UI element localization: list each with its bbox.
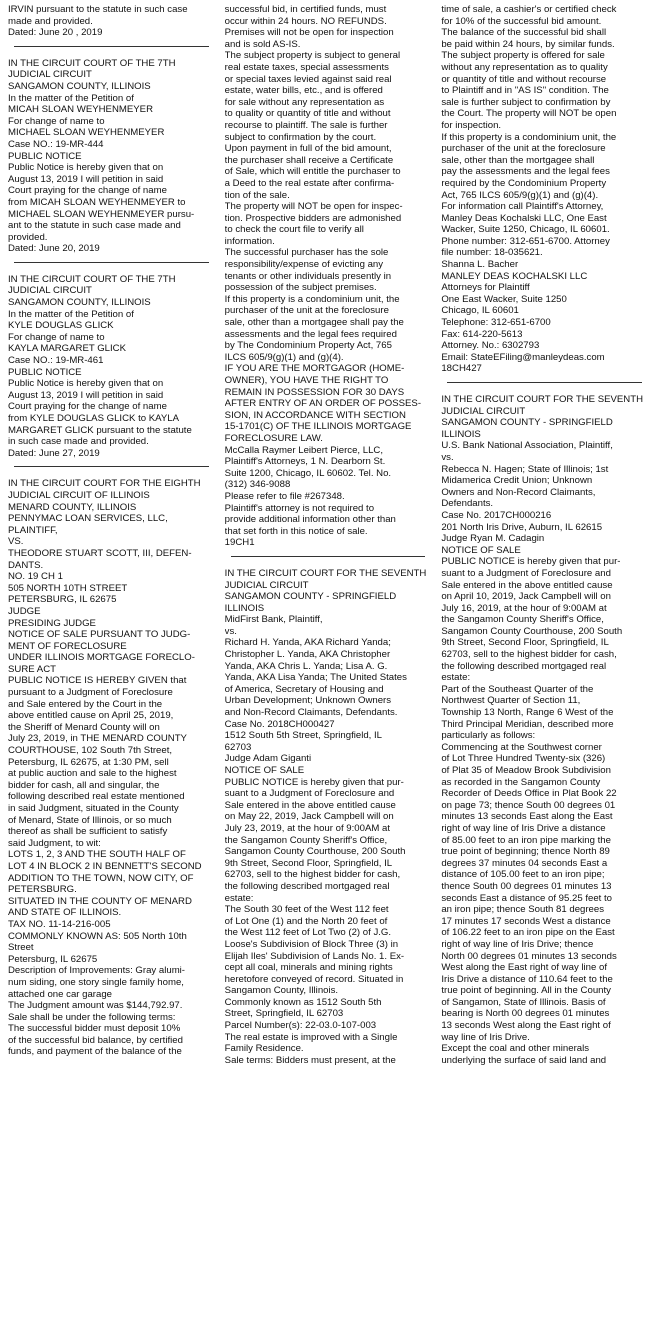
notice-text-line: TAX NO. 11-14-216-005 [8,918,111,930]
notice-text-line: the Sangamon County Sheriff's Office, [441,614,604,626]
notice-text-line: Richard H. Yanda, AKA Richard Yanda; [224,637,391,649]
notice-text-line: Family Residence. [224,1043,304,1055]
notice-text-line: NOTICE OF SALE [441,544,521,556]
notice-text-line: MENARD COUNTY, ILLINOIS [8,501,137,513]
notice-text-line: Part of the Southeast Quarter of the [441,683,594,695]
notice-text-line: PETERSBURG. [8,884,77,896]
notice-text-line: The balance of the successful bid shall [441,27,607,39]
notice-text-line: the purchaser shall receive a Certificate [224,154,394,166]
notice-text-line: Except the coal and other minerals [441,1043,590,1055]
notice-text-line: file number: 18-035621. [441,247,543,259]
notice-text-line: on April 10, 2019, Jack Campbell will on [441,591,611,603]
notice-text-line: Yanda, AKA Chris L. Yanda; Lisa A. G. [224,660,388,672]
notice-text-line: JUDICIAL CIRCUIT [8,69,92,81]
notice-text-line: of Menard, State of Illinois, or so much [8,814,172,826]
notice-text-line: PRESIDING JUDGE [8,617,96,629]
notice-text-line: assessments and the legal fees required [224,328,397,340]
notice-text-line: IN THE CIRCUIT COURT OF THE 7TH [8,57,176,69]
notice-text-line: 1512 South 5th Street, Springfield, IL [224,730,383,742]
notice-text-line: Sale entered in the above entitled cause [441,579,613,591]
legal-notice [8,58,215,255]
notice-text-line: Dated: June 27, 2019 [8,447,100,459]
notice-text-line: on May 22, 2019, Jack Campbell will on [224,811,394,823]
notice-text-line: Court praying for the change of name [8,401,167,413]
notice-text-line: 19CH1 [224,537,255,549]
notice-text-line: of Plat 35 of Meadow Brook Subdivision [441,765,611,776]
notice-text-line: Public Notice is hereby given that on [8,162,164,174]
notice-text-line: (312) 346-9088 [224,479,291,491]
column-2 [225,4,432,1334]
notice-text-line: Rebecca N. Hagen; State of Illinois; 1st [441,463,609,475]
notice-text-line: PUBLIC NOTICE [8,150,82,162]
notice-text-line: McCalla Raymer Leibert Pierce, LLC, [224,444,384,456]
notice-text-line: Phone number: 312-651-6700. Attorney [441,235,610,247]
notice-text-line: U.S. Bank National Association, Plaintiff, [441,440,613,452]
newspaper-legal-notices-page [8,4,648,1334]
notice-text-line: Case NO.: 19-MR-461 [8,355,104,367]
notice-text-line: Petersburg, IL 62675 [8,953,98,965]
notice-text-line: Street, Springfield, IL 62703 [224,1008,344,1020]
notice-text-line: for 10% of the successful bid amount. [441,15,602,27]
notice-text-line: estate: [224,892,254,904]
notice-text-line: Defendants. [441,498,494,510]
notice-text-line: pay the assessments and the legal fees [441,166,610,178]
notice-text-line: Township 13 North, Range 6 West of the [441,707,614,719]
notice-text-line: to check the court file to verify all [224,224,364,236]
notice-text-line: Christopher L. Yanda, AKA Christopher [224,649,391,661]
notice-text-line: LOT 4 IN BLOCK 2 IN BENNETT'S SECOND [8,860,202,872]
notice-text-line: possession of the subject premises. [224,282,377,294]
notice-text-line: For change of name to [8,115,105,127]
notice-text-line: the Sangamon County Sheriff's Office, [224,834,388,846]
notice-text-line: Public Notice is hereby given that on [8,378,164,390]
notice-text-line: Sale entered in the above entitled cause [224,799,396,811]
notice-text-line: ILCS 605/9(g)(1) and (g)(4). [224,351,344,363]
notice-text-line: VS. [8,536,24,548]
notice-text-line: Act, 765 ILCS 605/9(g)(1) and (g)(4). [441,189,599,201]
notice-text-line: Email: StateEFiling@manleydeas.com [441,351,605,363]
notice-text-line: 62703, sell to the highest bidder for cash, [441,649,617,661]
notice-text-line: tion of the sale. [224,189,290,201]
notice-text-line: pursuant to a Judgment of Foreclosure [8,687,173,699]
column-1 [8,4,215,1334]
notice-text-line: 17 minutes 17 seconds West a distance [441,915,611,927]
notice-text-line: 13 seconds West along the East right of [441,1020,611,1032]
notice-text-line: COMMONLY KNOWN AS: 505 North 10th [8,930,187,942]
notice-text-line: West along the East right of way line of [441,962,608,974]
notice-text-line: IRVIN pursuant to the statute in such case [8,4,188,15]
notice-text-line: a Deed to the real estate after confirma- [224,177,395,189]
notice-text-line: 15-1701(C) OF THE ILLINOIS MORTGAGE [224,421,412,433]
notice-text-line: Petersburg, IL 62675, at 1:30 PM, sell [8,756,169,768]
notice-text-line: the following described mortgaged real [224,880,390,892]
notice-text-line: July 23, 2019, at the hour of 9:00AM at [224,822,391,834]
notice-text-line: occur within 24 hours. NO REFUNDS. [224,15,387,27]
notice-text-line: Case No. 2018CH000427 [224,718,335,730]
notice-text-line: recourse to plaintiff. The sale is further [224,119,388,131]
notice-text-line: of Sale, which will entitle the purchaser to [224,166,401,178]
notice-text-line: Dated: June 20 , 2019 [8,27,103,39]
notice-text-line: August 13, 2019 I will petition in said [8,389,164,401]
column-3 [441,4,648,1334]
notice-text-line: suant to a Judgment of Foreclosure and [224,788,395,800]
notice-text-line: SITUATED IN THE COUNTY OF MENARD [8,895,192,907]
notice-text-line: Street [8,942,34,954]
notice-text-line: way line of Iris Drive. [441,1031,530,1043]
notice-text-line: NO. 19 CH 1 [8,571,63,583]
legal-notice [8,274,215,460]
notice-text-line: be paid within 24 hours, by similar funds. [441,38,615,50]
notice-text-line: In the matter of the Petition of [8,308,134,320]
notice-text-line: Sangamon County Courthouse, 200 South [441,625,623,637]
notice-text-line: to Plaintiff and in "AS IS" condition. The [441,85,609,97]
notice-text-line: COURTHOUSE, 102 South 7th Street, [8,745,173,757]
notice-text-line: underlying the surface of said land and [441,1054,607,1066]
notice-text-line: purchaser of the unit at the foreclosure [224,305,389,317]
notice-text-line: In the matter of the Petition of [8,92,134,104]
notice-text-line: One East Wacker, Suite 1250 [441,293,567,305]
notice-text-line: SANGAMON COUNTY, ILLINOIS [8,297,151,309]
notice-text-line: JUDICIAL CIRCUIT [441,405,526,417]
notice-text-line: in such case made and provided. [8,436,149,448]
notice-text-line: REMAIN IN POSSESSION FOR 30 DAYS [224,386,405,398]
notice-text-line: Attorney. No.: 6302793 [441,340,540,352]
notice-text-line: North 00 degrees 01 minutes 13 seconds [441,950,617,962]
notice-text-line: degrees 37 minutes 04 seconds East a [441,857,608,869]
notice-text-line: tenants or other individuals presently in [224,270,392,282]
notice-text-line: Chicago, IL 60601 [441,305,519,317]
notice-text-line: Plaintiff's Attorneys, 1 N. Dearborn St. [224,456,386,468]
notice-text-line: of 106.22 feet to an iron pipe on the East [441,927,615,939]
notice-text-line: The Judgment amount was $144,792.97. [8,1000,183,1012]
notice-text-line: Judge Ryan M. Cadagin [441,533,545,545]
notice-text-line: Suite 1200, Chicago, IL 60602. Tel. No. [224,467,392,479]
notice-text-line: The successful bidder must deposit 10% [8,1023,181,1035]
notice-text-line: MARGARET GLICK pursuant to the statute [8,424,192,436]
notice-text-line: JUDICIAL CIRCUIT OF ILLINOIS [8,489,150,501]
notice-text-line: JUDICIAL CIRCUIT [8,285,92,297]
notice-text-line: funds, and payment of the balance of the [8,1046,182,1058]
notice-text-line: PUBLIC NOTICE is hereby given that pur- [441,556,621,568]
notice-text-line: Sangamon County, Illinois. [224,985,339,997]
notice-text-line: Please refer to file #267348. [224,490,345,502]
legal-notice [8,4,215,39]
notice-text-line: THEODORE STUART SCOTT, III, DEFEN- [8,547,192,559]
notice-text-line: Case NO.: 19-MR-444 [8,138,104,150]
notice-text-line: JUDICIAL CIRCUIT [224,579,309,591]
notice-text-line: 62703 [224,741,252,753]
notice-text-line: Description of Improvements: Gray alumi- [8,965,186,977]
notice-text-line: right of way line of Iris Drive a distance [441,822,606,834]
notice-text-line: in said Judgment, situated in the County [8,803,179,814]
notice-text-line: on page 73; thence South 00 degrees 01 [441,799,616,811]
notice-text-line: 18CH427 [441,363,482,375]
notice-text-line: Loose's Subdivision of Block Three (3) in [224,938,399,950]
notice-text-line: The South 30 feet of the West 112 feet [224,904,389,916]
notice-text-line: information. [224,235,275,247]
notice-text-line: vs. [441,451,454,463]
notice-text-line: heretofore conveyed of record. Situated in [224,973,404,985]
notice-text-line: Wacker, Suite 1250, Chicago, IL 60601. [441,224,610,236]
notice-text-line: July 16, 2019, at the hour of 9:00AM at [441,602,607,614]
notice-text-line: sale is further subject to confirmation by [441,96,611,108]
notice-text-line: from KYLE DOUGLAS GLICK to KAYLA [8,413,179,424]
notice-divider [14,46,209,47]
notice-text-line: made and provided. [8,15,93,27]
notice-text-line: from MICAH SLOAN WEYHENMEYER to [8,196,186,208]
notice-text-line: the following described mortgaged real [441,660,607,672]
notice-text-line: PUBLIC NOTICE [8,366,82,378]
notice-text-line: particularly as follows: [441,730,536,742]
notice-text-line: distance of 105.00 feet to an iron pipe; [441,869,605,881]
notice-text-line: Northwest Quarter of Section 11, [441,695,581,707]
notice-text-line: purchaser of the unit at the foreclosure [441,143,606,155]
notice-text-line: thence South 00 degrees 01 minutes 13 [441,880,612,892]
notice-text-line: Plaintiff's attorney is not required to [224,502,375,514]
notice-text-line: 201 North Iris Drive, Auburn, IL 62615 [441,521,603,533]
notice-text-line: the West 112 feet of Lot Two (2) of J.G. [224,927,392,939]
notice-text-line: sale, other than a mortgagee shall pay the [224,317,404,329]
notice-text-line: 505 NORTH 10TH STREET [8,582,128,594]
notice-text-line: NOTICE OF SALE [224,765,305,776]
notice-text-line: without any representation as to quality [441,61,608,73]
notice-text-line: The subject property is offered for sale [441,50,605,62]
notice-text-line: UNDER ILLINOIS MORTGAGE FORECLO- [8,652,195,664]
notice-text-line: to quality or quantity of title and without [224,108,391,120]
notice-text-line: FORECLOSURE LAW. [224,432,323,444]
notice-text-line: ADDITION TO THE TOWN, NOW CITY, OF [8,872,194,884]
notice-text-line: MICHAEL SLOAN WEYHENMEYER pursu- [8,208,195,220]
notice-text-line: true point of beginning; thence North 89 [441,846,610,858]
notice-text-line: If this property is a condominium unit, the [441,131,617,143]
notice-text-line: Fax: 614-220-5613 [441,328,523,340]
notice-text-line: PETERSBURG, IL 62675 [8,594,117,606]
notice-text-line: Manley Deas Kochalski LLC, One East [441,212,607,224]
notice-text-line: MENT OF FORECLOSURE [8,640,127,652]
notice-text-line: KYLE DOUGLAS GLICK [8,320,114,332]
notice-text-line: said Judgment, to wit: [8,837,101,849]
notice-text-line: tion. Prospective bidders are admonished [224,212,402,224]
notice-text-line: Court praying for the change of name [8,185,167,197]
notice-text-line: Shanna L. Bacher [441,259,519,271]
notice-text-line: estate: [441,672,471,684]
notice-text-line: num siding, one story single family home, [8,976,184,988]
notice-divider [447,382,642,383]
notice-text-line: AND STATE OF ILLINOIS. [8,907,122,919]
notice-text-line: PLAINTIFF, [8,524,58,536]
notice-text-line: If this property is a condominium unit, the [224,293,400,305]
notice-text-line: Upon payment in full of the bid amount, [224,143,392,155]
notice-text-line: thereof as shall be sufficient to satisfy [8,826,168,838]
notice-text-line: OWNER), YOU HAVE THE RIGHT TO [224,375,389,386]
notice-text-line: IN THE CIRCUIT COURT OF THE 7TH [8,273,176,285]
notice-text-line: Attorneys for Plaintiff [441,282,530,294]
notice-text-line: cept all coal, minerals and mining rights [224,962,393,974]
notice-text-line: subject to confirmation by the court. [224,131,377,143]
notice-text-line: at public auction and sale to the highest [8,768,177,780]
notice-text-line: or quantity of title and without recourse [441,73,607,85]
notice-text-line: sale, other than the mortgagee shall [441,154,595,166]
notice-text-line: Midamerica Credit Union; Unknown [441,475,593,487]
notice-text-line: right of way line of Iris Drive; thence [441,938,594,950]
notice-text-line: PUBLIC NOTICE IS HEREBY GIVEN that [8,675,187,687]
notice-text-line: by The Condominium Property Act, 765 [224,340,392,352]
notice-text-line: Sale terms: Bidders must present, at the [224,1054,396,1066]
notice-text-line: Owners and Non-Record Claimants, [441,486,596,498]
notice-text-line: following described real estate mentioned [8,791,185,803]
notice-text-line: July 23, 2019, in THE MENARD COUNTY [8,733,187,745]
notice-text-line: and is sold AS-IS. [224,38,301,50]
notice-divider [231,556,426,557]
notice-text-line: of Lot One (1) and the North 20 feet of [224,915,388,927]
notice-text-line: provide additional information other than [224,514,396,526]
notice-text-line: the Sheriff of Menard County will on [8,721,160,733]
notice-text-line: The real estate is improved with a Single [224,1031,398,1043]
notice-text-line: Dated: June 20, 2019 [8,243,100,255]
notice-text-line: time of sale, a cashier's or certified check [441,4,617,15]
legal-notice [441,4,648,375]
notice-text-line: DANTS. [8,559,44,571]
legal-notice [225,4,432,549]
notice-text-line: SION, IN ACCORDANCE WITH SECTION [224,409,406,421]
notice-text-line: real estate taxes, special assessments [224,61,389,73]
notice-text-line: JUDGE [8,605,41,617]
notice-text-line: 9th Street, Second Floor, Springfield, IL [224,857,393,869]
legal-notice [8,478,215,1058]
notice-text-line: SANGAMON COUNTY, ILLINOIS [8,80,151,92]
notice-text-line: Third Principal Meridian, described more [441,718,614,730]
notice-text-line: SANGAMON COUNTY - SPRINGFIELD [441,417,613,429]
notice-divider [14,466,209,467]
notice-text-line: IN THE CIRCUIT COURT FOR THE SEVENTH [441,394,644,405]
notice-text-line: AFTER ENTRY OF AN ORDER OF POSSES- [224,398,422,410]
notice-text-line: bidder for cash, all and singular, the [8,779,160,791]
notice-text-line: IN THE CIRCUIT COURT FOR THE SEVENTH [224,567,427,579]
notice-text-line: ant to the statute in such case made and [8,220,181,232]
notice-text-line: required by the Condominium Property [441,177,607,189]
notice-text-line: or special taxes levied against said real [224,73,392,85]
notice-text-line: Commonly known as 1512 South 5th [224,996,382,1008]
notice-text-line: Commencing at the Southwest corner [441,741,602,753]
notice-text-line: Sangamon County Courthouse, 200 South [224,846,406,858]
notice-text-line: bearing is North 00 degrees 01 minutes [441,1008,610,1020]
notice-text-line: Iris Drive a distance of 110.64 feet to the [441,973,613,985]
notice-text-line: ILLINOIS [441,428,481,440]
notice-text-line: Recorder of Deeds Office in Plat Book 22 [441,788,617,800]
notice-text-line: provided. [8,231,48,243]
legal-notice [225,568,432,1067]
notice-text-line: Elijah Iles' Subdivision of Lands No. 1. Ex- [224,950,405,962]
notice-text-line: the Court. The property will NOT be open [441,108,617,120]
notice-text-line: estate, water bills, etc., and is offered [224,85,383,97]
legal-notice [441,394,648,1066]
notice-text-line: The successful purchaser has the sole [224,247,389,259]
notice-text-line: MICAH SLOAN WEYHENMEYER [8,104,153,116]
notice-text-line: that set forth in this notice of sale. [224,525,368,537]
notice-text-line: SANGAMON COUNTY - SPRINGFIELD [224,591,397,603]
notice-text-line: MidFirst Bank, Plaintiff, [224,614,323,626]
notice-text-line: and Non-Record Claimants, Defendants. [224,707,398,719]
notice-text-line: IN THE CIRCUIT COURT FOR THE EIGHTH [8,478,201,490]
notice-text-line: attached one car garage [8,988,113,1000]
notice-text-line: Urban Development; Unknown Owners [224,695,392,707]
notice-text-line: Telephone: 312-651-6700 [441,317,551,329]
notice-text-line: successful bid, in certified funds, must [224,4,387,15]
notice-text-line: minutes 13 seconds East along the East [441,811,613,823]
notice-text-line: MICHAEL SLOAN WEYHENMEYER [8,127,165,139]
notice-text-line: and Sale entered by the Court in the [8,698,163,710]
notice-text-line: seconds East a distance of 95.25 feet to [441,892,613,904]
notice-text-line: 62703, sell to the highest bidder for cash, [224,869,401,881]
notice-text-line: PENNYMAC LOAN SERVICES, LLC, [8,513,168,525]
notice-text-line: of 85.00 feet to an iron pipe marking the [441,834,611,846]
notice-text-line: The property will NOT be open for inspec- [224,201,403,213]
notice-text-line: Case No. 2017CH000216 [441,509,552,521]
notice-text-line: Yanda, AKA Lisa Yanda; The United States [224,672,407,684]
notice-text-line: true point of beginning. All in the County [441,985,611,997]
notice-text-line: Premises will not be open for inspection [224,27,394,39]
notice-text-line: PUBLIC NOTICE is hereby given that pur- [224,776,404,788]
notice-text-line: above entitled cause on April 25, 2019, [8,710,174,722]
notice-text-line: Judge Adam Giganti [224,753,312,765]
notice-text-line: 9th Street, Second Floor, Springfield, IL [441,637,609,649]
notice-text-line: as recorded in the Sangamon County [441,776,601,788]
notice-text-line: MANLEY DEAS KOCHALSKI LLC [441,270,588,282]
notice-text-line: of Lot Three Hundred Twenty-six (326) [441,753,606,765]
notice-text-line: vs. [224,625,237,637]
notice-text-line: of America, Secretary of Housing and [224,683,384,695]
notice-text-line: August 13, 2019 I will petition in said [8,173,164,185]
notice-text-line: KAYLA MARGARET GLICK [8,343,127,355]
notice-text-line: responsibility/expense of evicting any [224,259,384,271]
notice-divider [14,262,209,263]
notice-text-line: SURE ACT [8,663,56,675]
notice-text-line: For change of name to [8,331,105,343]
notice-text-line: Parcel Number(s): 22-03.0-107-003 [224,1020,377,1032]
notice-text-line: For information call Plaintiff's Attorney, [441,201,604,213]
notice-text-line: The subject property is subject to general [224,50,401,62]
notice-text-line: of the successful bid balance, by certified [8,1034,183,1046]
notice-text-line: ILLINOIS [224,602,265,614]
notice-text-line: an iron pipe; thence South 81 degrees [441,904,605,916]
notice-text-line: IF YOU ARE THE MORTGAGOR (HOME- [224,363,405,375]
notice-text-line: for sale without any representation as [224,96,385,108]
notice-text-line: NOTICE OF SALE PURSUANT TO JUDG- [8,629,191,641]
notice-text-line: of Sangamon, State of Illinois. Basis of [441,996,606,1008]
notice-text-line: for inspection. [441,119,502,131]
notice-text-line: LOTS 1, 2, 3 AND THE SOUTH HALF OF [8,849,186,861]
notice-text-line: suant to a Judgment of Foreclosure and [441,567,611,579]
notice-text-line: Sale shall be under the following terms: [8,1011,176,1023]
